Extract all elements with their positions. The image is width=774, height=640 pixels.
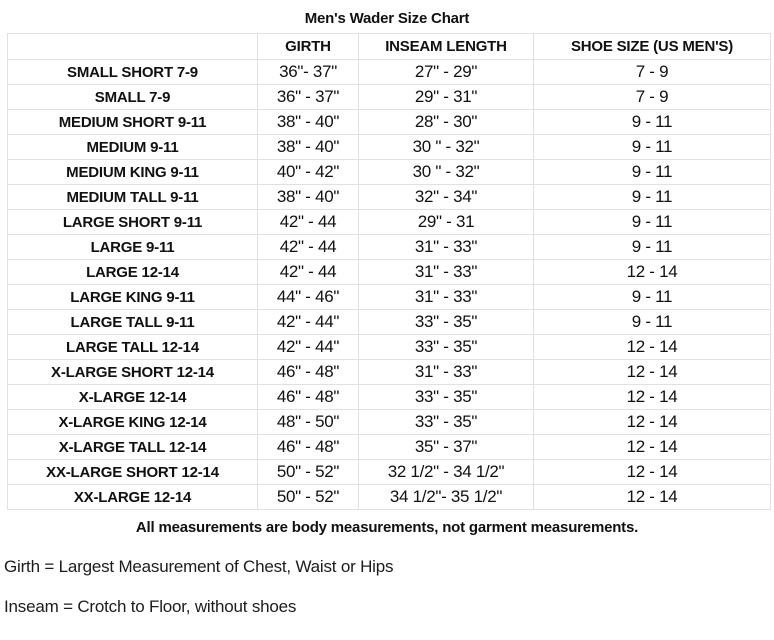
page-title: Men's Wader Size Chart bbox=[304, 10, 470, 27]
shoe-size-cell: 9 - 11 bbox=[534, 135, 771, 160]
table-row bbox=[8, 185, 771, 210]
inseam-definition: Inseam = Crotch to Floor, without shoes bbox=[4, 597, 297, 616]
girth-cell: 38" - 40" bbox=[258, 110, 359, 135]
shoe-size-cell: 12 - 14 bbox=[534, 435, 771, 460]
table-row bbox=[8, 110, 771, 135]
size-label-cell: LARGE SHORT 9-11 bbox=[8, 210, 258, 235]
size-label-cell: LARGE TALL 12-14 bbox=[8, 335, 258, 360]
shoe-size-cell: 9 - 11 bbox=[534, 285, 771, 310]
inseam-cell: 32" - 34" bbox=[359, 185, 534, 210]
size-label-cell: MEDIUM 9-11 bbox=[8, 135, 258, 160]
girth-cell: 42" - 44 bbox=[258, 260, 359, 285]
inseam-cell: 28" - 30" bbox=[359, 110, 534, 135]
girth-cell: 42" - 44" bbox=[258, 335, 359, 360]
girth-cell: 46" - 48" bbox=[258, 360, 359, 385]
table-row bbox=[8, 460, 771, 485]
inseam-cell: 33" - 35" bbox=[359, 410, 534, 435]
shoe-size-cell: 12 - 14 bbox=[534, 260, 771, 285]
girth-cell: 44" - 46" bbox=[258, 285, 359, 310]
inseam-cell: 31" - 33" bbox=[359, 285, 534, 310]
girth-cell: 38" - 40" bbox=[258, 185, 359, 210]
shoe-size-cell: 9 - 11 bbox=[534, 235, 771, 260]
header-cell-inseam: INSEAM LENGTH bbox=[359, 34, 534, 60]
girth-cell: 38" - 40" bbox=[258, 135, 359, 160]
table-row bbox=[8, 135, 771, 160]
table-row bbox=[8, 210, 771, 235]
girth-cell: 42" - 44 bbox=[258, 235, 359, 260]
size-label-cell: LARGE 9-11 bbox=[8, 235, 258, 260]
header-cell-girth: GIRTH bbox=[258, 34, 359, 60]
table-row bbox=[8, 285, 771, 310]
shoe-size-cell: 7 - 9 bbox=[534, 85, 771, 110]
size-label-cell: LARGE KING 9-11 bbox=[8, 285, 258, 310]
size-label-cell: X-LARGE SHORT 12-14 bbox=[8, 360, 258, 385]
girth-cell: 46" - 48" bbox=[258, 385, 359, 410]
inseam-cell: 31" - 33" bbox=[359, 360, 534, 385]
size-label-cell: X-LARGE TALL 12-14 bbox=[8, 435, 258, 460]
inseam-cell: 31" - 33" bbox=[359, 235, 534, 260]
size-label-cell: SMALL 7-9 bbox=[8, 85, 258, 110]
shoe-size-cell: 12 - 14 bbox=[534, 410, 771, 435]
shoe-size-cell: 9 - 11 bbox=[534, 110, 771, 135]
size-label-cell: MEDIUM KING 9-11 bbox=[8, 160, 258, 185]
header-cell-size bbox=[8, 34, 258, 60]
size-label-cell: XX-LARGE SHORT 12-14 bbox=[8, 460, 258, 485]
table-row bbox=[8, 385, 771, 410]
table-row bbox=[8, 485, 771, 510]
inseam-cell: 33" - 35" bbox=[359, 385, 534, 410]
measurements-footnote: All measurements are body measurements, not garment measurements. bbox=[135, 519, 639, 536]
table-row bbox=[8, 335, 771, 360]
girth-cell: 42" - 44 bbox=[258, 210, 359, 235]
table-row bbox=[8, 60, 771, 85]
header-row bbox=[8, 34, 771, 60]
shoe-size-cell: 12 - 14 bbox=[534, 360, 771, 385]
girth-cell: 40" - 42" bbox=[258, 160, 359, 185]
shoe-size-cell: 9 - 11 bbox=[534, 310, 771, 335]
girth-cell: 46" - 48" bbox=[258, 435, 359, 460]
shoe-size-cell: 12 - 14 bbox=[534, 335, 771, 360]
size-label-cell: MEDIUM TALL 9-11 bbox=[8, 185, 258, 210]
size-chart-table bbox=[7, 33, 771, 510]
shoe-size-cell: 7 - 9 bbox=[534, 60, 771, 85]
girth-cell: 50" - 52" bbox=[258, 460, 359, 485]
size-label-cell: X-LARGE 12-14 bbox=[8, 385, 258, 410]
header-cell-shoe-size: SHOE SIZE (US MEN'S) bbox=[534, 34, 771, 60]
inseam-cell: 34 1/2"- 35 1/2" bbox=[359, 485, 534, 510]
girth-definition: Girth = Largest Measurement of Chest, Waist or Hips bbox=[4, 557, 394, 576]
size-label-cell: LARGE TALL 9-11 bbox=[8, 310, 258, 335]
table-row bbox=[8, 260, 771, 285]
inseam-cell: 35" - 37" bbox=[359, 435, 534, 460]
table-row bbox=[8, 410, 771, 435]
inseam-cell: 27" - 29" bbox=[359, 60, 534, 85]
table-row bbox=[8, 160, 771, 185]
shoe-size-cell: 9 - 11 bbox=[534, 210, 771, 235]
girth-cell: 50" - 52" bbox=[258, 485, 359, 510]
inseam-cell: 29" - 31" bbox=[359, 85, 534, 110]
table-row bbox=[8, 310, 771, 335]
shoe-size-cell: 9 - 11 bbox=[534, 185, 771, 210]
inseam-cell: 29" - 31 bbox=[359, 210, 534, 235]
inseam-cell: 31" - 33" bbox=[359, 260, 534, 285]
table-row bbox=[8, 360, 771, 385]
girth-cell: 36" - 37" bbox=[258, 85, 359, 110]
size-label-cell: SMALL SHORT 7-9 bbox=[8, 60, 258, 85]
size-label-cell: XX-LARGE 12-14 bbox=[8, 485, 258, 510]
table-row bbox=[8, 235, 771, 260]
inseam-cell: 30 " - 32" bbox=[359, 160, 534, 185]
shoe-size-cell: 12 - 14 bbox=[534, 485, 771, 510]
inseam-cell: 32 1/2" - 34 1/2" bbox=[359, 460, 534, 485]
shoe-size-cell: 9 - 11 bbox=[534, 160, 771, 185]
table-row bbox=[8, 85, 771, 110]
shoe-size-cell: 12 - 14 bbox=[534, 460, 771, 485]
table-header bbox=[8, 34, 771, 60]
size-label-cell: LARGE 12-14 bbox=[8, 260, 258, 285]
table-row bbox=[8, 435, 771, 460]
inseam-cell: 33" - 35" bbox=[359, 335, 534, 360]
size-label-cell: MEDIUM SHORT 9-11 bbox=[8, 110, 258, 135]
girth-cell: 48" - 50" bbox=[258, 410, 359, 435]
inseam-cell: 30 " - 32" bbox=[359, 135, 534, 160]
inseam-cell: 33" - 35" bbox=[359, 310, 534, 335]
size-table-body bbox=[8, 60, 771, 510]
size-label-cell: X-LARGE KING 12-14 bbox=[8, 410, 258, 435]
girth-cell: 42" - 44" bbox=[258, 310, 359, 335]
shoe-size-cell: 12 - 14 bbox=[534, 385, 771, 410]
girth-cell: 36"- 37" bbox=[258, 60, 359, 85]
